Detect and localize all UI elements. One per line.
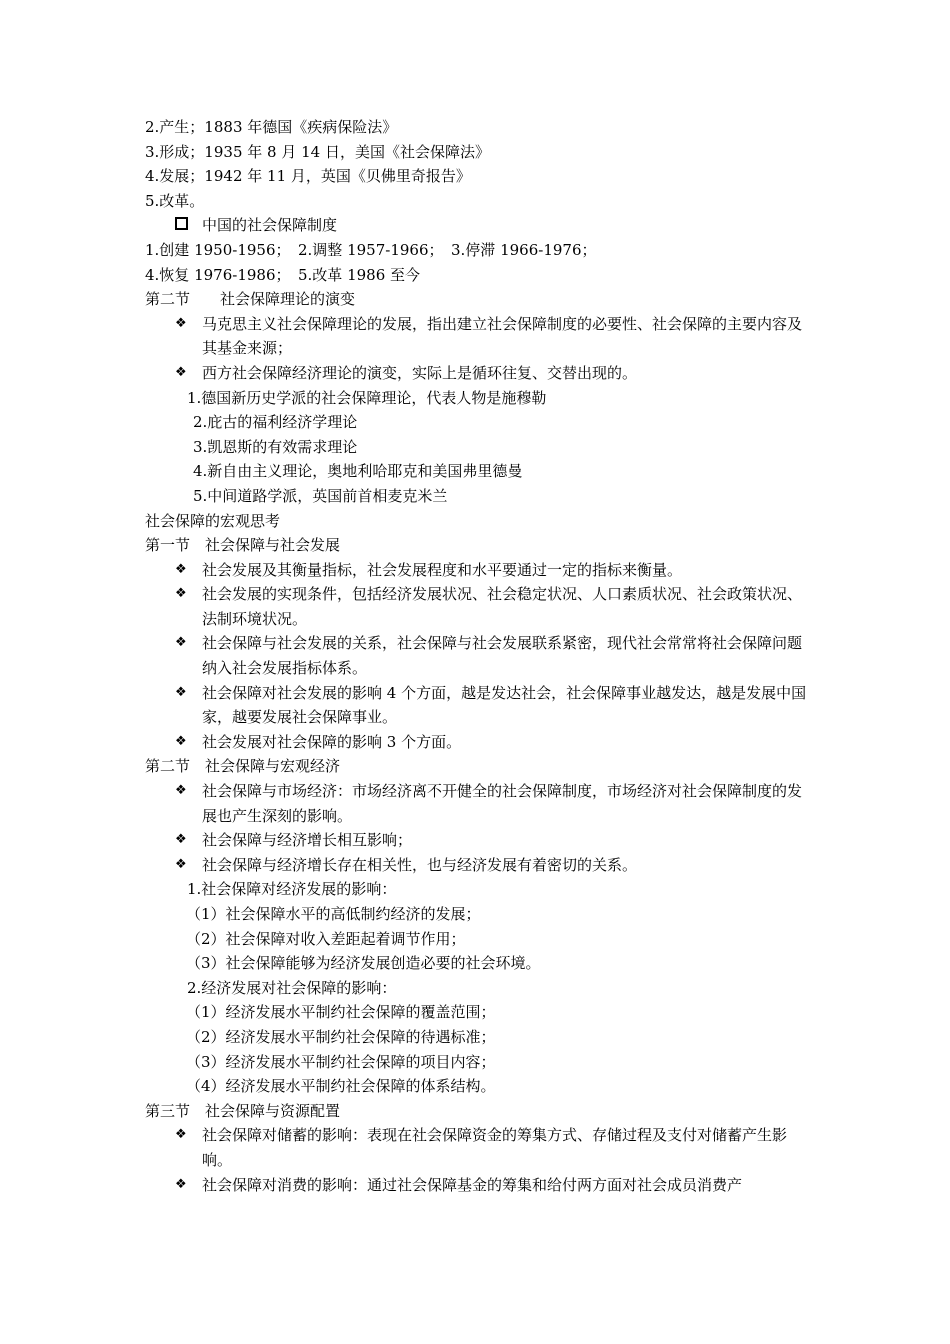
theory-item: 3.凯恩斯的有效需求理论 [193,437,358,456]
diamond-bullet-icon: ❖ [175,832,187,848]
impact-item: （1）经济发展水平制约社会保障的覆盖范围； [186,1003,496,1022]
diamond-bullet-icon: ❖ [175,1176,187,1192]
china-heading [145,213,810,238]
list-item: ❖ 社会发展的实现条件，包括经济发展状况、社会稳定状况、人口素质状况、社会政策状况、法制环境状况。 [145,582,810,631]
list-item: ❖ 社会保障对储蓄的影响：表现在社会保障资金的筹集方式、存储过程及支付对储蓄产生影响。 [145,1123,810,1172]
diamond-bullet-icon: ❖ [175,561,187,577]
section-title: 第二节 社会保障与宏观经济 [145,757,341,776]
china-heading-text: 中国的社会保障制度 [202,216,338,235]
diamond-bullet-icon: ❖ [175,783,187,799]
list-item: ❖ 马克思主义社会保障理论的发展，指出建立社会保障制度的必要性、社会保障的主要内容及其基金来源； [145,312,810,361]
theory-item: 5.中间道路学派，英国前首相麦克米兰 [193,486,448,505]
diamond-bullet-icon: ❖ [175,364,187,380]
history-line: 2.产生；1883 年德国《疾病保险法》 [145,118,398,136]
list-item: ❖ 社会发展及其衡量指标，社会发展程度和水平要通过一定的指标来衡量。 [145,558,810,583]
impact-item: （2）经济发展水平制约社会保障的待遇标准； [186,1027,496,1046]
china-periods: 1.创建 1950-1956； 2.调整 1957-1966； 3.停滞 1966-1976； [145,240,597,259]
list-item: ❖ 社会保障对社会发展的影响 4 个方面，越是发达社会，社会保障事业越发达，越是发展中国家，越要发展社会保障事业。 [145,681,810,730]
diamond-bullet-icon: ❖ [175,684,187,700]
section-title: 第一节 社会保障与社会发展 [145,536,341,555]
section-title: 第二节 社会保障理论的演变 [145,290,356,309]
history-line: 5.改革。 [145,191,205,210]
history-line: 3.形成；1935 年 8 月 14 日，美国《社会保障法》 [145,142,490,161]
section-title: 第三节 社会保障与资源配置 [145,1101,341,1120]
impact-item: （3）经济发展水平制约社会保障的项目内容； [186,1052,496,1071]
impact-item: （3）社会保障能够为经济发展创造必要的社会环境。 [186,954,541,973]
diamond-bullet-icon: ❖ [175,586,187,602]
diamond-bullet-icon: ❖ [175,733,187,749]
theory-item: 1.德国新历史学派的社会保障理论，代表人物是施穆勒 [187,388,547,407]
diamond-bullet-icon: ❖ [175,856,187,872]
theory-item: 2.庇古的福利经济学理论 [193,413,358,432]
history-line: 4.发展；1942 年 11 月，英国《贝佛里奇报告》 [145,167,471,186]
impact-item: （4）经济发展水平制约社会保障的体系结构。 [186,1077,496,1096]
list-item: ❖ 社会发展对社会保障的影响 3 个方面。 [145,730,810,755]
theory-item: 4.新自由主义理论，奥地利哈耶克和美国弗里德曼 [193,462,523,481]
list-item: ❖ 社会保障与经济增长相互影响； [145,828,810,853]
list-item: ❖ 社会保障对消费的影响：通过社会保障基金的筹集和给付两方面对社会成员消费产 [145,1173,810,1198]
diamond-bullet-icon: ❖ [175,315,187,331]
document-page [145,115,810,1197]
chapter-heading: 社会保障的宏观思考 [145,511,281,530]
diamond-bullet-icon: ❖ [175,635,187,651]
impact-title: 2.经济发展对社会保障的影响： [187,978,397,997]
diamond-bullet-icon: ❖ [175,1127,187,1143]
list-item: ❖ 社会保障与市场经济：市场经济离不开健全的社会保障制度，市场经济对社会保障制度的发展也产生深刻的影响。 [145,779,810,828]
list-item: ❖ 社会保障与经济增长存在相关性，也与经济发展有着密切的关系。 [145,853,810,878]
hollow-square-bullet-icon [175,217,188,230]
impact-item: （2）社会保障对收入差距起着调节作用； [186,929,466,948]
list-item: ❖ 西方社会保障经济理论的演变，实际上是循环往复、交替出现的。 [145,361,810,386]
list-item: ❖ 社会保障与社会发展的关系，社会保障与社会发展联系紧密，现代社会常常将社会保障问题纳入社会发展指标体系。 [145,631,810,680]
impact-title: 1.社会保障对经济发展的影响： [187,880,397,899]
impact-item: （1）社会保障水平的高低制约经济的发展； [186,905,481,923]
china-periods: 4.恢复 1976-1986； 5.改革 1986 至今 [145,265,421,284]
